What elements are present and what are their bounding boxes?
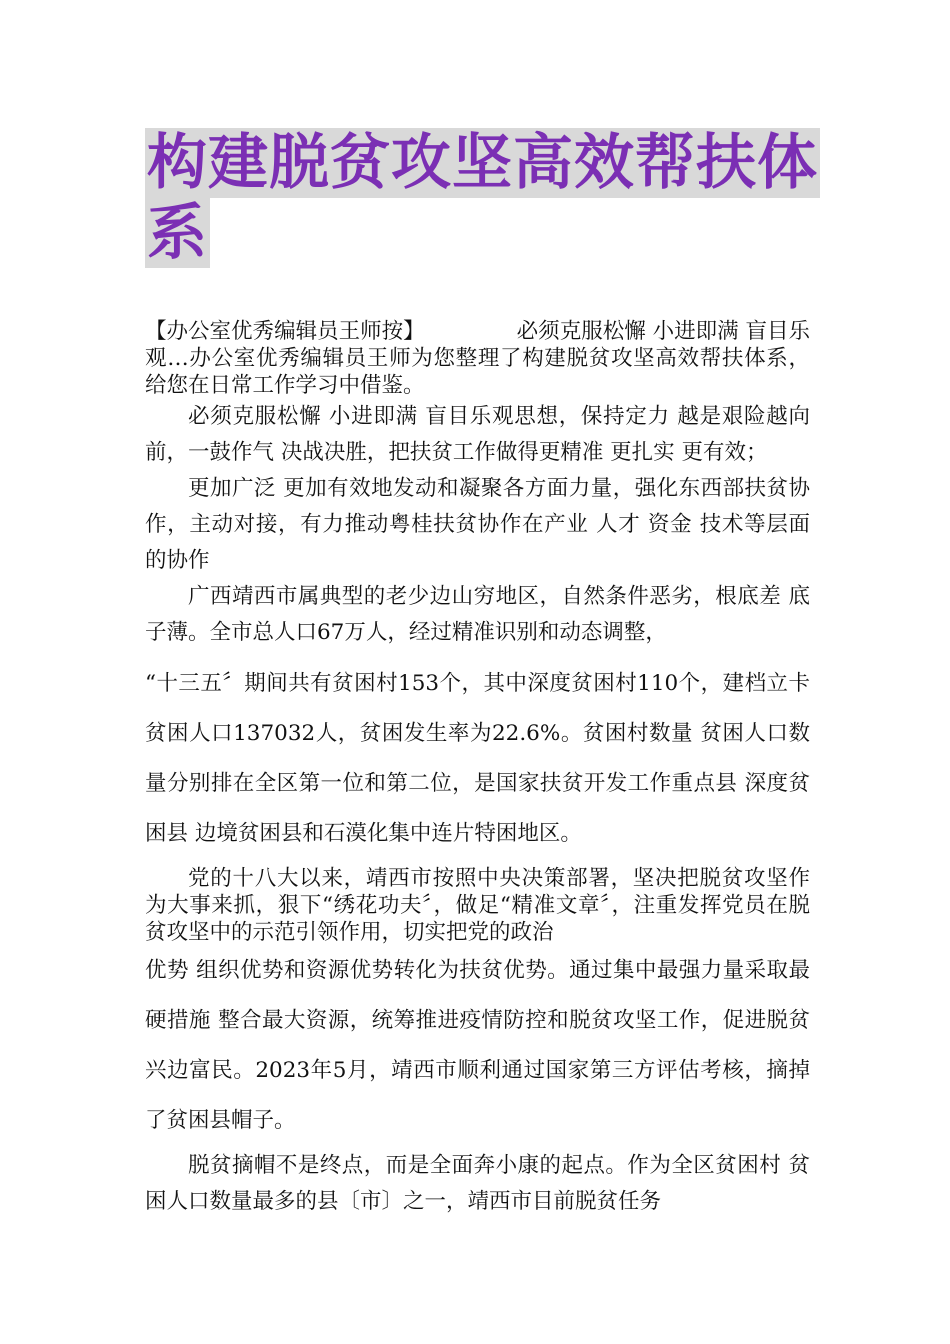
intro-source: 【办公室优秀编辑员王师按】	[145, 319, 425, 344]
title-line-2: 系	[147, 198, 208, 268]
paragraph-2: 更加广泛 更加有效地发动和凝聚各方面力量，强化东西部扶贫协作，主动对接，有力推动粤桂扶贫协作在产业 人才 资金 技术等层面的协作	[145, 476, 810, 573]
document-body	[145, 318, 810, 1220]
paragraph-1: 必须克服松懈 小进即满 盲目乐观思想，保持定力 越是艰险越向前，一鼓作气 决战决胜，把扶贫工作做得更精准 更扎实 更有效；	[145, 404, 810, 465]
paragraph-3: 广西靖西市属典型的老少边山穷地区，自然条件恶劣，根底差 底子薄。全市总人口67万人，经过精准识别和动态调整，	[145, 584, 810, 645]
paragraph-5: 党的十八大以来，靖西市按照中央决策部署，坚决把脱贫攻坚作为大事来抓，狠下“绣花功夫〞，做足“精准文章〞，注重发挥党员在脱贫攻坚中的示范引领作用，切实把党的政治	[145, 866, 810, 945]
intro-paragraph	[145, 318, 810, 399]
intro-text: 必须克服松懈 小进即满 盲目乐观…办公室优秀编辑员王师为您整理了构建脱贫攻坚高效帮扶体系，给您在日常工作学习中借鉴。	[145, 319, 810, 398]
title-line-1: 构建脱贫攻坚高效帮扶体	[147, 128, 818, 198]
document-title	[145, 128, 818, 268]
paragraph-4: “十三五〞期间共有贫困村153个，其中深度贫困村110个，建档立卡贫困人口137032人，贫困发生率为22.6%。贫困村数量 贫困人口数量分别排在全区第一位和第二位，是国家扶贫开发工作重点县 深度贫困县 边境贫困县和石漠化集中连片特困地区。	[145, 671, 810, 846]
paragraph-7: 脱贫摘帽不是终点，而是全面奔小康的起点。作为全区贫困村 贫困人口数量最多的县〔市〕之一，靖西市目前脱贫任务	[145, 1153, 810, 1214]
paragraph-6: 优势 组织优势和资源优势转化为扶贫优势。通过集中最强力量采取最硬措施 整合最大资源，统筹推进疫情防控和脱贫攻坚工作，促进脱贫兴边富民。2023年5月，靖西市顺利通过国家第三方评估考核，摘掉了贫困县帽子。	[145, 958, 810, 1133]
